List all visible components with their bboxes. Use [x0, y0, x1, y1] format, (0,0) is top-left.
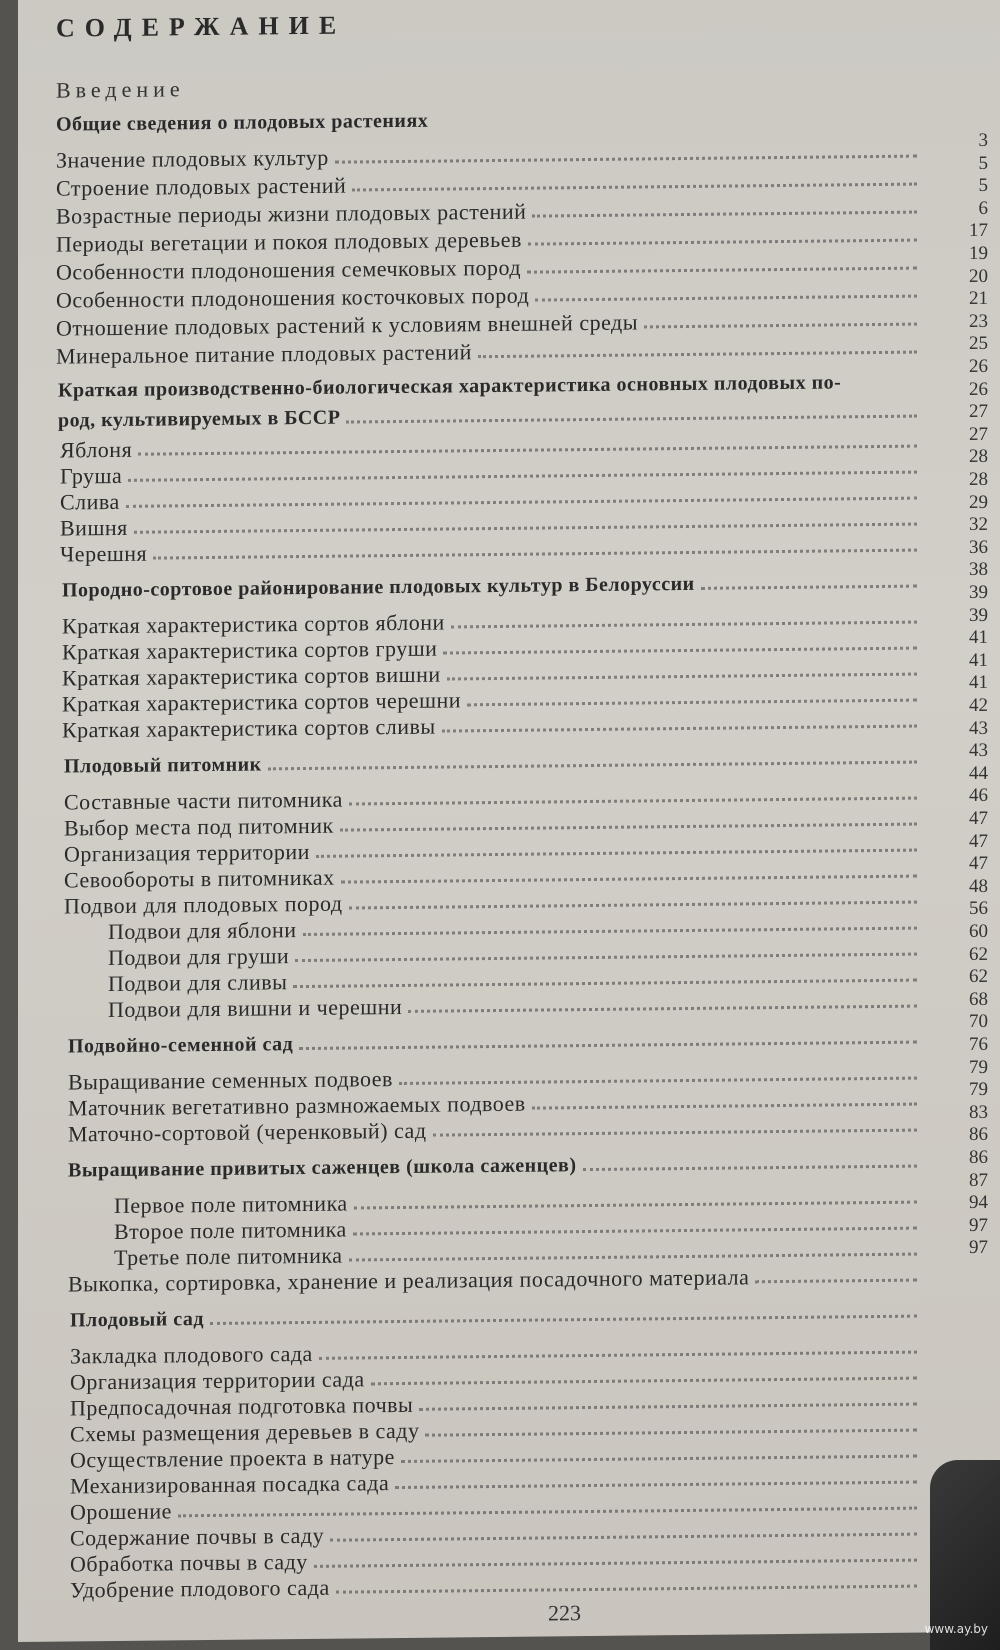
dot-leader: [399, 1061, 917, 1085]
toc-entry-label: Подвои для вишни и черешни: [108, 993, 403, 1023]
dot-leader: [442, 709, 917, 733]
toc-entry-label: Вишня: [60, 514, 128, 541]
page-number: 44: [969, 762, 988, 784]
page-number: 32: [969, 514, 988, 536]
dot-leader: [408, 989, 917, 1013]
toc-entry-label: Подвои для сливы: [108, 969, 288, 997]
page-number: 23: [969, 310, 988, 332]
page-number: 62: [969, 966, 988, 988]
page-number: 87: [969, 1169, 988, 1191]
toc-entry-label: Яблоня: [60, 436, 133, 463]
dot-leader: [447, 657, 917, 681]
dot-leader: [434, 103, 917, 124]
toc-entry-label: Плодовый питомник: [64, 753, 262, 778]
page-number: 97: [969, 1214, 988, 1236]
table-of-contents: [18, 0, 1000, 1642]
toc-entry-label: Подвои для груши: [108, 943, 290, 971]
dot-leader: [268, 745, 917, 771]
toc-entry-label: Значение плодовых культур: [56, 144, 329, 173]
toc-entry-label: Краткая характеристика сортов сливы: [62, 713, 436, 743]
dot-leader: [701, 569, 917, 590]
toc-entry-label: Черешня: [60, 540, 148, 567]
toc-entry-label: Осуществление проекта в натуре: [70, 1444, 395, 1473]
watermark: www.ay.by: [924, 1622, 988, 1636]
dot-leader: [443, 631, 917, 655]
page-number: 48: [969, 875, 988, 897]
page-number: 36: [969, 536, 988, 558]
page-number: 83: [969, 1101, 988, 1123]
dot-leader: [478, 335, 917, 359]
dot-leader: [349, 781, 917, 806]
page-number: 20: [969, 265, 988, 287]
dot-leader: [299, 1025, 917, 1050]
page-number: 97: [969, 1237, 988, 1259]
toc-entry-label: Особенности плодоношения косточковых пород: [56, 282, 530, 313]
page-number: 17: [969, 220, 988, 242]
page-number: 21: [969, 288, 988, 310]
page-number: 79: [969, 1079, 988, 1101]
intro-entry: Введение: [56, 76, 185, 103]
toc-entry-label: Груша: [60, 462, 123, 489]
page-number: 60: [969, 920, 988, 943]
toc-entry-label: Подвои для яблони: [108, 917, 297, 945]
page-number: 47: [969, 807, 988, 830]
toc-entry-label: Содержание почвы в саду: [70, 1522, 325, 1551]
toc-entry-label: Организация территории: [64, 838, 310, 867]
toc-entry-label: Периоды вегетации и покоя плодовых деревьев: [56, 226, 522, 257]
page-number: 79: [969, 1056, 988, 1078]
toc-entry-label: Составные части питомника: [64, 786, 343, 815]
page-number: 25: [969, 333, 988, 355]
toc-entry: [58, 369, 923, 404]
page-number: 26: [969, 355, 988, 378]
page-number: 6: [978, 197, 988, 219]
page-number: 5: [978, 152, 988, 174]
dot-leader: [644, 307, 917, 329]
toc-entry-label: Третье поле питомника: [114, 1242, 343, 1270]
page-number: 39: [969, 604, 988, 626]
book-page: [18, 0, 1000, 1642]
dot-leader: [535, 279, 917, 302]
toc-entry-label: Орошение: [70, 1498, 172, 1525]
toc-entry-label: род, культивируемых в БССР: [58, 406, 341, 432]
toc-entry-label: Краткая характеристика сортов вишни: [62, 661, 441, 691]
toc-entry: [68, 1149, 923, 1184]
toc-entry-label: Породно-сортовое районирование плодовых культур в Белоруссии: [62, 572, 695, 602]
page-number: 62: [969, 943, 988, 965]
dot-leader: [451, 605, 917, 629]
page-number: 29: [969, 491, 988, 513]
dot-leader: [425, 1413, 917, 1437]
toc-entry-label: Второе поле питомника: [114, 1216, 347, 1244]
page-number: 76: [969, 1033, 988, 1056]
page-number: 28: [969, 468, 988, 491]
toc-entry: [62, 569, 923, 604]
page-number: 27: [969, 401, 988, 423]
page-number: 86: [969, 1146, 988, 1169]
toc-entry-label: Предпосадочная подготовка почвы: [70, 1391, 414, 1421]
page-number: 41: [969, 649, 988, 671]
toc-entry-label: Подвойно-семенной сад: [68, 1033, 294, 1058]
page-number: 5: [978, 175, 988, 197]
toc-entry-label: Севообороты в питомниках: [64, 864, 335, 893]
dot-leader: [527, 251, 917, 274]
page-number: 19: [969, 242, 988, 265]
dot-leader: [401, 1439, 917, 1463]
toc-entry-label: Организация территории сада: [70, 1366, 365, 1395]
dot-leader: [528, 223, 917, 246]
dot-leader: [335, 139, 917, 164]
toc-entry-label: Краткая производственно-биологическая характеристика основных плодовых по-: [58, 371, 842, 402]
page-number: 47: [969, 830, 988, 852]
page-number: 47: [969, 853, 988, 875]
dot-leader: [583, 1149, 918, 1172]
toc-entry-label: Удобрение плодового сада: [70, 1574, 330, 1603]
dot-leader: [532, 1087, 917, 1110]
page-number: 86: [969, 1124, 988, 1146]
dot-leader: [352, 167, 917, 192]
page-number: 41: [969, 627, 988, 649]
toc-entry: [58, 399, 923, 434]
dot-leader: [532, 195, 917, 218]
dot-leader: [419, 1387, 917, 1411]
toc-entry-label: Возрастные периоды жизни плодовых растений: [56, 198, 527, 229]
toc-entry-label: Выбор места под питомник: [64, 812, 334, 841]
page-number: 41: [969, 672, 988, 694]
dot-leader: [467, 683, 917, 707]
toc-entry-label: Подвои для плодовых пород: [64, 890, 343, 919]
page-folio: 223: [548, 1600, 581, 1626]
dot-leader: [346, 399, 917, 424]
toc-entry-label: Строение плодовых растений: [56, 172, 347, 201]
page-number: 42: [969, 694, 988, 717]
toc-entry-label: Обработка почвы в саду: [70, 1548, 308, 1577]
toc-entry: [68, 1025, 923, 1060]
dot-leader: [319, 1335, 917, 1360]
page-number: 39: [969, 581, 988, 604]
toc-entry: [70, 1299, 923, 1334]
dot-leader: [395, 1465, 917, 1489]
toc-entry-label: Минеральное питание плодовых растений: [56, 339, 472, 369]
page-title: СОДЕРЖАНИЕ: [56, 10, 347, 43]
page-number: 68: [969, 988, 988, 1010]
toc-entry-label: Краткая характеристика сортов груши: [62, 635, 438, 665]
toc-entry-label: Механизированная посадка сада: [70, 1470, 390, 1499]
dot-leader: [433, 1113, 917, 1137]
toc-entry-label: Слива: [60, 488, 120, 515]
page-number: 56: [969, 898, 988, 920]
page-number: 43: [969, 717, 988, 739]
page-number: 3: [978, 129, 988, 151]
toc-entry-label: Схемы размещения деревьев в саду: [70, 1417, 420, 1447]
page-number: 46: [969, 785, 988, 807]
page-number: 43: [969, 740, 988, 762]
page-number: 26: [969, 378, 988, 400]
toc-entry-label: Маточник вегетативно размножаемых подвоев: [68, 1090, 526, 1121]
toc-entry: [56, 103, 923, 138]
toc-entry-label: Закладка плодового сада: [70, 1340, 313, 1369]
toc-entry-label: Краткая характеристика сортов яблони: [62, 609, 445, 639]
dot-leader: [354, 1185, 917, 1210]
dot-leader: [755, 1263, 917, 1284]
toc-entry-label: Первое поле питомника: [114, 1190, 348, 1218]
toc-entry-label: Общие сведения о плодовых растениях: [56, 109, 429, 136]
toc-entry-label: Выращивание привитых саженцев (школа саженцев): [68, 1154, 577, 1182]
page-number: 38: [969, 559, 988, 581]
toc-entry-label: Выкопка, сортировка, хранение и реализация посадочного материала: [68, 1264, 750, 1297]
toc-entry-label: Маточно-сортовой (черенковый) сад: [68, 1117, 427, 1147]
toc-entry-label: Плодовый сад: [70, 1308, 204, 1332]
dot-leader: [138, 429, 917, 456]
dot-leader: [210, 1299, 917, 1325]
toc-entry-label: Особенности плодоношения семечковых пород: [56, 254, 522, 285]
toc-entry: [64, 745, 923, 780]
dot-leader: [847, 369, 917, 386]
page-number: 27: [969, 423, 988, 445]
page-number: 70: [969, 1011, 988, 1033]
toc-entry-label: Краткая характеристика сортов черешни: [62, 687, 462, 717]
page-number: 28: [969, 446, 988, 468]
toc-entry-label: Выращивание семенных подвоев: [68, 1066, 393, 1095]
toc-entry-label: Отношение плодовых растений к условиям внешней среды: [56, 309, 639, 341]
page-number: 94: [969, 1192, 988, 1214]
